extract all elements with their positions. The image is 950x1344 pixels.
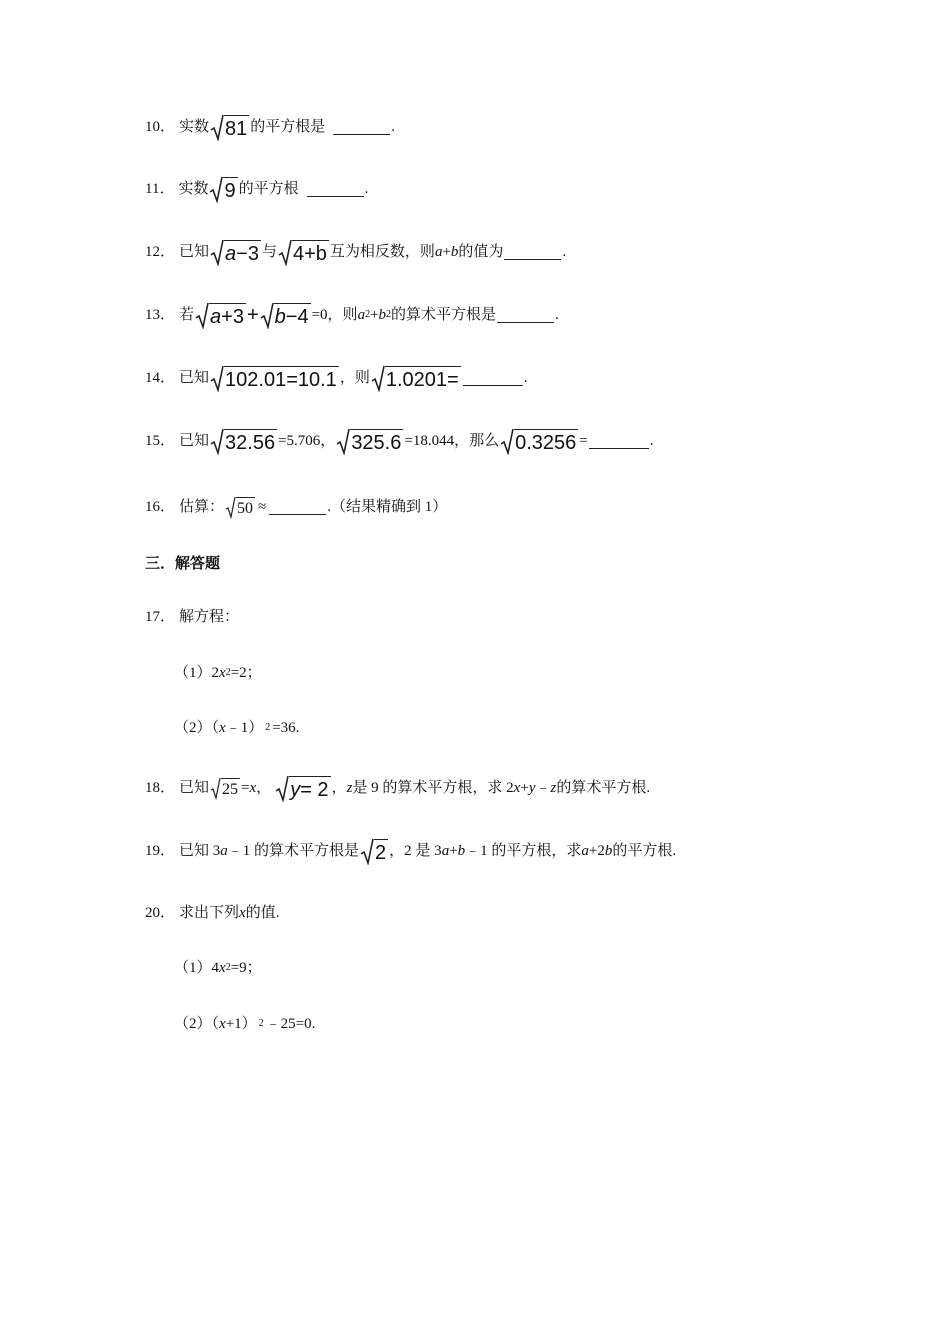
question-17-part-2: （2）（ x ﹣1） 2 =36. — [174, 720, 300, 736]
question-18: 18． 已知 25 = x ， y= 2 ， z 是 9 的算术平方根，求 2 x + y ﹣ z 的算术平方根. — [145, 773, 650, 803]
sqrt-4-plus-b: 4+b — [278, 239, 329, 266]
question-16: 16． 估算： 50 ≈ .（结果精确到 1） — [145, 492, 447, 522]
question-17: 17． 解方程： — [145, 609, 240, 625]
sqrt-a-plus-3: a+3 — [195, 302, 246, 329]
sqrt-325-6: 325.6 — [336, 428, 403, 455]
answer-blank[interactable] — [269, 500, 326, 515]
answer-blank[interactable] — [333, 120, 390, 135]
sqrt-25: 25 — [210, 777, 240, 800]
answer-blank[interactable] — [497, 308, 554, 323]
sqrt-0-3256: 0.3256 — [500, 428, 578, 455]
sqrt-y: y= 2 — [275, 775, 330, 802]
answer-blank[interactable] — [504, 245, 561, 260]
question-10: 10． 实数 81 的平方根是 . — [145, 112, 395, 142]
sqrt-32-56: 32.56 — [210, 428, 277, 455]
question-12: 12． 已知 a−3 与 4+b 互为相反数，则 a + b 的值为 . — [145, 237, 566, 267]
sqrt-9: 9 — [209, 176, 237, 203]
question-15: 15． 已知 32.56 =5.706， 325.6 =18.044，那么 0.3256 = . — [145, 426, 653, 456]
sqrt-50: 50 — [225, 496, 255, 519]
sqrt-a-minus-3: a−3 — [210, 239, 261, 266]
question-20-part-2: （2）（ x +1） 2 ﹣25=0. — [174, 1016, 316, 1032]
question-19: 19． 已知 3 a ﹣1 的算术平方根是 2 ，2 是 3 a + b ﹣1 的平方根，求 a +2 b 的平方根. — [145, 836, 676, 866]
question-17-part-1: （1）2 x 2 =2； — [174, 665, 262, 681]
answer-blank[interactable] — [463, 371, 523, 386]
sqrt-2: 2 — [360, 838, 388, 865]
question-13: 13． 若 a+3 + b−4 =0，则 a 2 + b 2 的算术平方根是 . — [145, 300, 559, 330]
question-20: 20． 求出下列 x 的值. — [145, 905, 280, 921]
question-14: 14． 已知 102.01=10.1 ，则 1.0201= . — [145, 363, 527, 393]
section-heading: 三．解答题 — [145, 554, 221, 572]
sqrt-1-0201: 1.0201= — [371, 365, 461, 392]
sqrt-81: 81 — [210, 114, 249, 141]
answer-blank[interactable] — [589, 434, 649, 449]
question-20-part-1: （1）4 x 2 =9； — [174, 960, 262, 976]
sqrt-b-minus-4: b−4 — [260, 302, 311, 329]
answer-blank[interactable] — [307, 182, 364, 197]
question-11: 11． 实数 9 的平方根 . — [145, 174, 368, 204]
sqrt-102-01: 102.01=10.1 — [210, 365, 339, 392]
